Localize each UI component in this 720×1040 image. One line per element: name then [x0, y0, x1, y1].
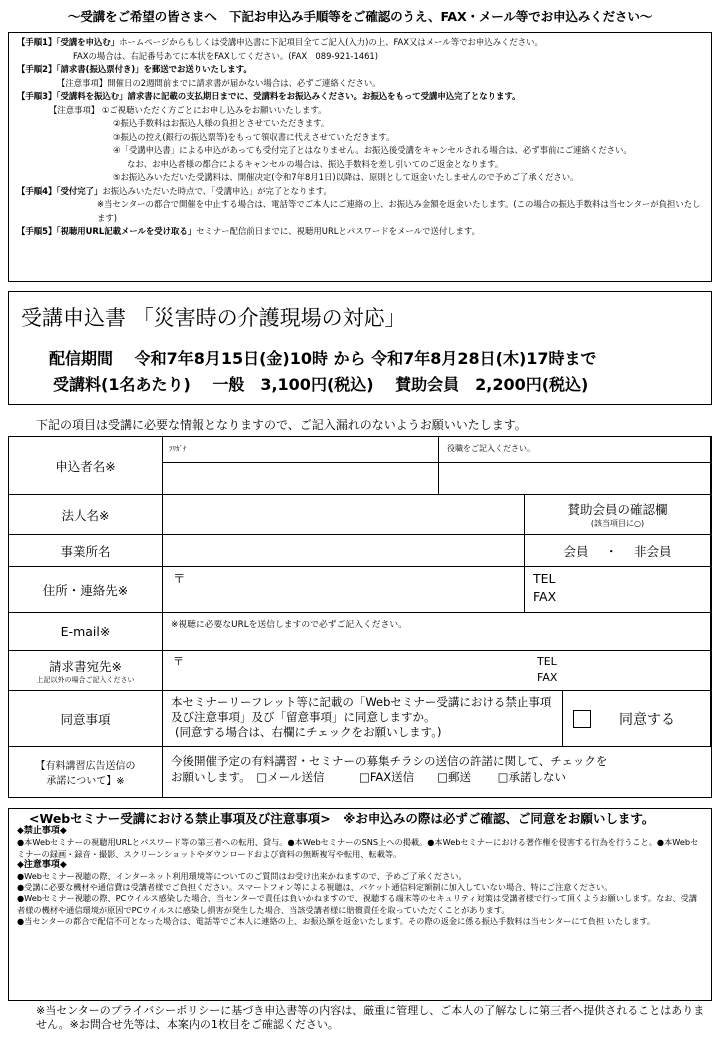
- name-field[interactable]: [163, 463, 439, 495]
- consent-checkbox[interactable]: [573, 710, 591, 728]
- course-title-box: [8, 291, 712, 405]
- caution-2: ●受講に必要な機材や通信費は受講者様でご負担ください。スマートフォン等による視聴は、パケット通信料定額制に加入していない場合、特にご注意ください。: [17, 882, 613, 893]
- agree-label: 同意する: [619, 711, 675, 728]
- corp-label: 法人名※: [9, 495, 163, 535]
- form-intro: 下記の項目は受講に必要な情報となりますので、ご記入漏れのないようお願いいたします。: [36, 418, 527, 432]
- step1-fax: FAXの場合は、右記番号あてに本状をFAXしてください。(FAX 089-921-1461): [73, 50, 379, 61]
- course-fee: 受講料(1名あたり) 一般 3,100円(税込) 賛助会員 2,200円(税込): [53, 375, 589, 394]
- name-label: 申込者名※: [9, 437, 163, 495]
- step3-note5: ⑤お振込みいただいた受講料は、開催决定(令和7年8月1日)以降は、原則として返金いたしませんので予めご了承ください。: [113, 172, 579, 182]
- address-fax-label: FAX: [533, 589, 557, 604]
- address-tel-label: TEL: [533, 571, 556, 586]
- position-value-field[interactable]: [439, 463, 711, 495]
- step2: 【手順2】「請求書(振込票付き)」を郵送でお送りいたします。: [17, 64, 252, 74]
- procedure-box: [8, 32, 712, 282]
- member-options[interactable]: 会員 ・ 非会員: [525, 535, 711, 567]
- course-title: 受講申込書 「災害時の介護現場の対応」: [21, 306, 406, 330]
- position-field[interactable]: 役職をご記入ください。: [439, 437, 711, 463]
- course-period: 配信期間 令和7年8月15日(金)10時 から 令和7年8月28日(木)17時まで: [49, 349, 597, 368]
- office-field[interactable]: [163, 535, 525, 567]
- step5: 【手順5】「視聴用URL記載メールを受け取る」セミナー配信前日までに、視聴用URLとパスワードをメールで送付します。: [17, 226, 480, 236]
- prohibited-body: ●本Webセミナーの視聴用URLとパスワード等の第三者への転用、貸与。●本WebセミナーのSNS上への掲載。●本Webセミナーにおける著作権を侵害する行為を行うこと。●本Webセミナーの録画・録音・撮影、スクリーンショットやダウンロードおよび資料の無断複写や転用、転載等。: [17, 837, 699, 859]
- application-form: [8, 436, 712, 798]
- step3-note4a: ④「受講申込書」による申込があっても受付完了とはなりません。お振込後受講をキャンセルされる場合は、必ず事前にご連絡ください。: [113, 145, 632, 155]
- step1: 【手順1】「受講を申込む」ホームページからもしくは受講申込書に下記項目全てご記入(入力)の上、FAX又はメール等でお申込みください。: [17, 37, 543, 47]
- caution-1: ●Webセミナー視聴の際、インターネット利用環境等についてのご質問はお受け出来かねますので、予めご了承ください。: [17, 871, 467, 882]
- consent-check-cell[interactable]: [563, 691, 711, 747]
- caution-4: ●当センターの都合で配信不可となった場合は、電話等でご本人に連絡の上、お振込額を返金いたします。その際の返金に係る振込手数料は当センターにて負担 いたします。: [17, 915, 656, 926]
- billing-label: 請求書宛先※ 上記以外の場合ご記入ください: [9, 651, 163, 691]
- step4: 【手順4】「受付完了」お振込みいただいた時点で、「受講申込」が完了となります。: [17, 185, 332, 196]
- member-check-header: 賛助会員の確認欄 (該当項目に○): [525, 495, 711, 535]
- address-label: 住所・連絡先※: [9, 567, 163, 613]
- billing-fax-label: FAX: [537, 671, 558, 684]
- rules-box: [8, 808, 712, 1001]
- caution-3: ●Webセミナー視聴の際、PCウイルス感染した場合、当センターで責任は負いかねますので、視聴する端末等のセキュリティ対策は受講者様で行って頂くようお願いします。なお、受講者様の機材や通信環境が原因でPCウイルスに感染し損害が発生した場合、当該受講者様に賠償責任を取っていただくことがあります。: [17, 893, 698, 915]
- step3-note3: ③振込の控え(銀行の振込票等)をもって領収書に代えさせていただきます。: [113, 131, 395, 142]
- billing-tel-label: TEL: [537, 655, 557, 668]
- office-label: 事業所名: [9, 535, 163, 567]
- email-label: E-mail※: [9, 613, 163, 651]
- ad-consent-options[interactable]: 今後開催予定の有料講習・セミナーの募集チラシの送信の許諾に関して、チェックを お願いします。 □メール送信 □FAX送信 □郵送 □承諾しない: [171, 754, 608, 784]
- furigana-field[interactable]: ﾌﾘｶﾞﾅ: [163, 437, 439, 463]
- email-field[interactable]: ※視聴に必要なURLを送信しますので必ずご記入ください。: [163, 613, 711, 651]
- step3-note4b: なお、お申込者様の都合によるキャンセルの場合は、振込手数料を差し引いてのご返金となります。: [127, 158, 504, 169]
- step3-note2: ②振込手数料はお振込人様の負担とさせていただきます。: [113, 118, 330, 128]
- address-tel-fax[interactable]: [525, 567, 711, 613]
- prohibited-heading: ◆禁止事項◆: [17, 826, 67, 837]
- address-field[interactable]: 〒: [163, 567, 525, 613]
- step3: 【手順3】「受講料を振込む」請求書に記載の支払期日までに、受講料をお振込みください。お振込をもって受講申込完了となります。: [17, 91, 521, 101]
- rules-title: <Webセミナー受講における禁止事項及び注意事項> ※お申込みの際は必ずご確認、ご同意をお願いします。: [29, 811, 655, 826]
- consent-text: 本セミナーリーフレット等に記載の「Webセミナー受講における禁止事項及び注意事項」及び「留意事項」に同意しますか。 (同意する場合は、右欄にチェックをお願いします。): [163, 691, 563, 747]
- step2-note: 【注意事項】開催日の2週間前までに請求書が届かない場合は、必ずご連絡ください。: [57, 77, 381, 88]
- corp-field[interactable]: [163, 495, 525, 535]
- ad-consent-label: 【有料講習広告送信の 承諾について】※: [9, 747, 163, 797]
- billing-field[interactable]: 〒 TEL FAX: [163, 651, 711, 691]
- step4-note: ※当センターの都合で開催を中止する場合は、電話等でご本人にご連絡の上、お振込み金額を返金いたします。(この場合の振込手数料は当センターが負担いたします): [97, 199, 701, 223]
- consent-label: 同意事項: [9, 691, 163, 747]
- privacy-note: ※当センターのプライバシーポリシーに基づき申込書等の内容は、厳重に管理し、ご本人の了解なしに第三者へ提供されることはありません。※お問合せ先等は、本案内の1枚目をご確認ください。: [36, 1004, 705, 1031]
- step3-note1: 【注意事項】 ①ご視聴いただく方ごとにお申し込みをお願いいたします。: [49, 104, 327, 115]
- header-banner: ～受講をご希望の皆さまへ 下記お申込み手順等をご確認のうえ、FAX・メール等でお申込みください～: [67, 9, 653, 24]
- caution-heading: ◆注意事項◆: [17, 859, 67, 870]
